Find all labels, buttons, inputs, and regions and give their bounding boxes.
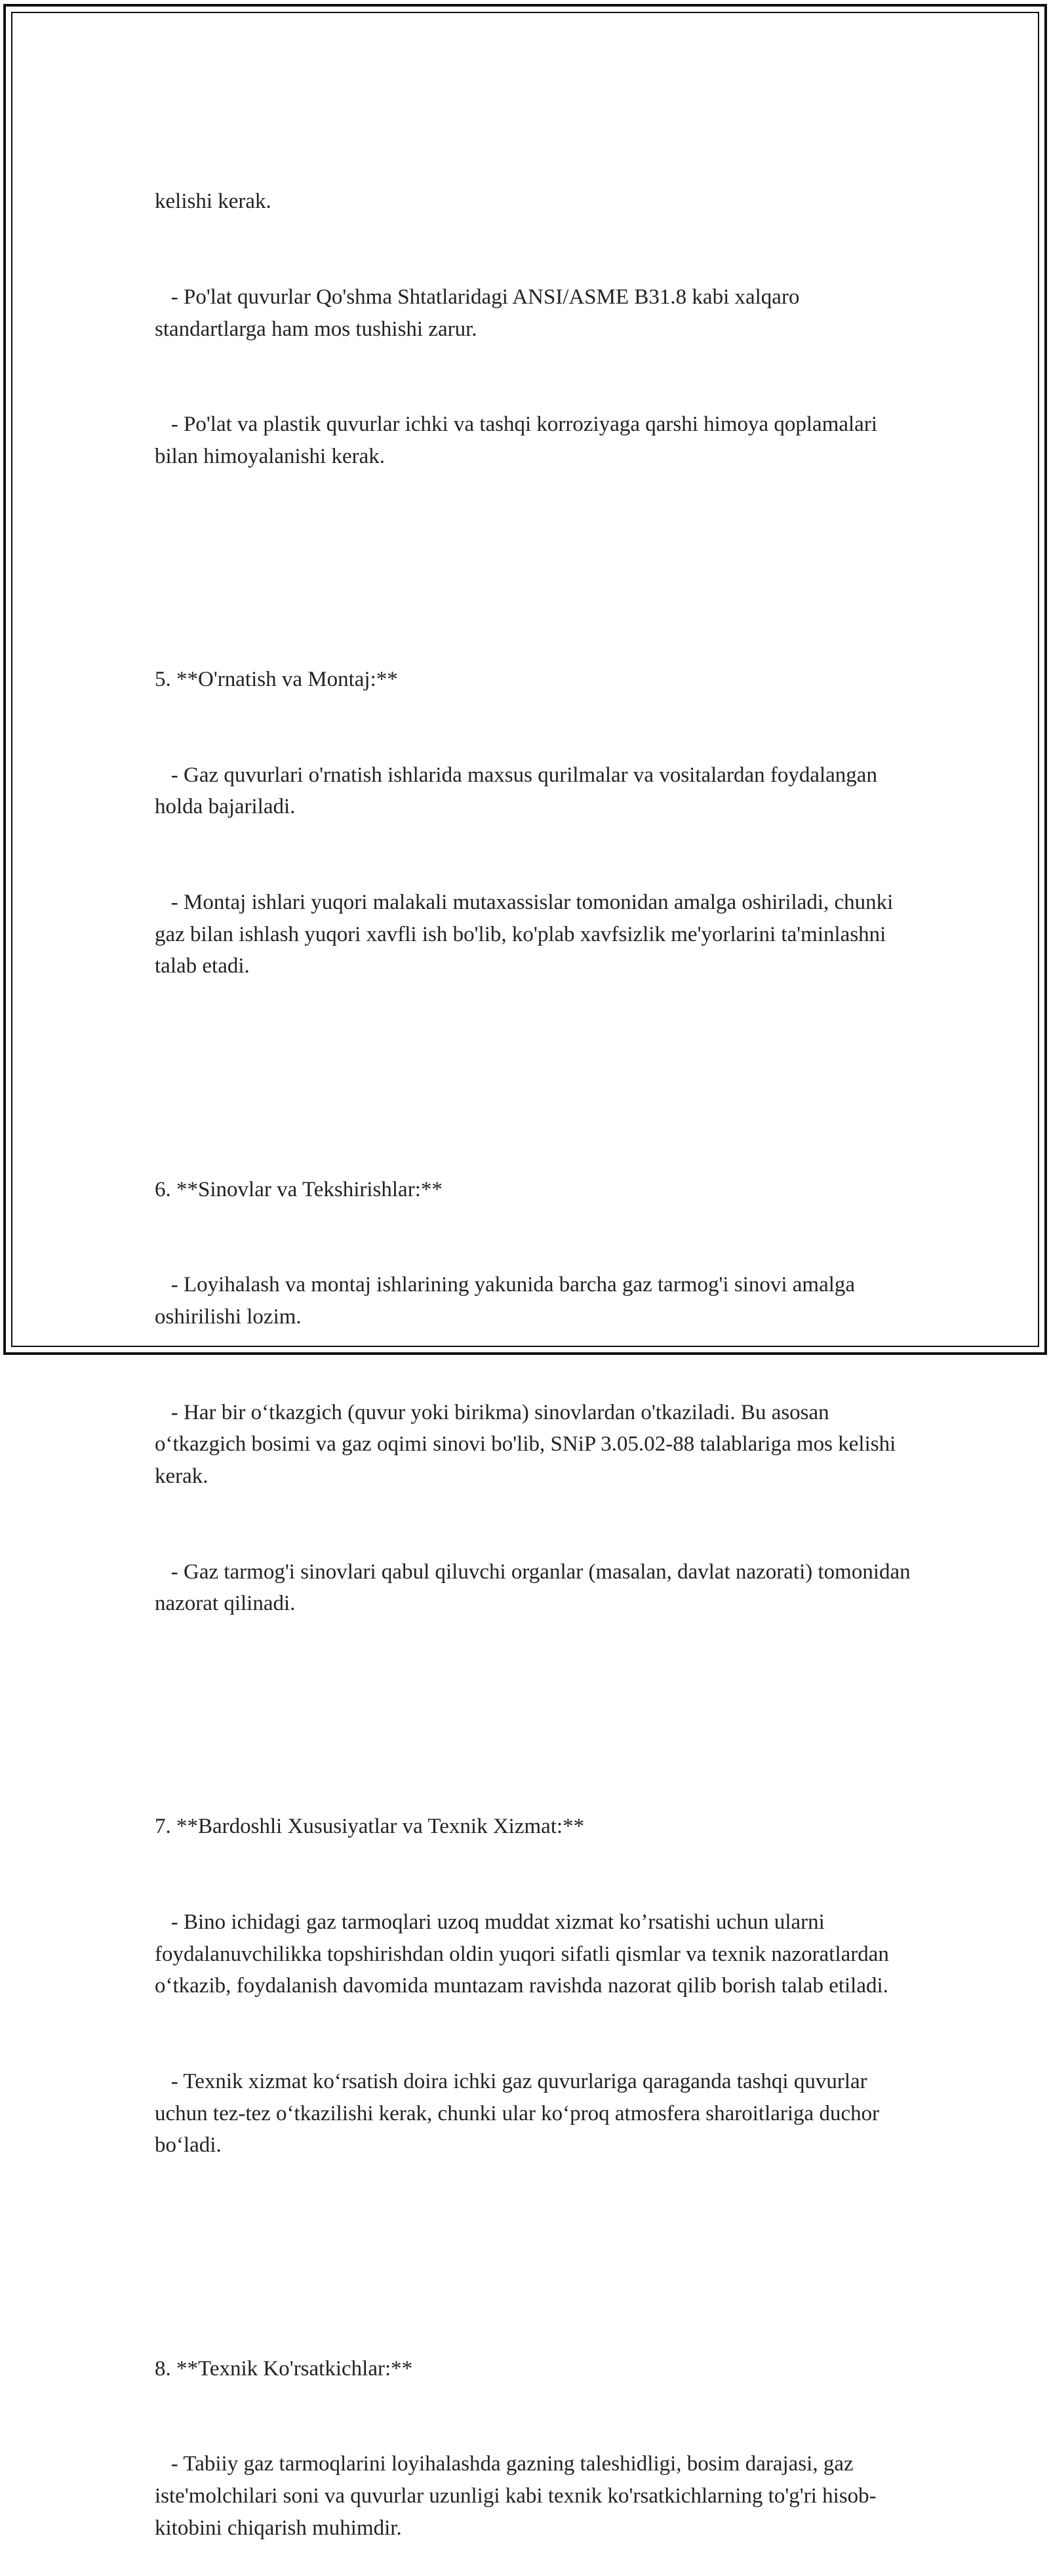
bullet-technical-indicators: - Tabiiy gaz tarmoqlarini loyihalashda gazning taleshidligi, bosim darajasi, gaz iste'molchilari soni va quvurlar uzunligi kabi texnik ko'rsatkichlarning to'g'ri hisob-kitobini chiqarish muhimdir. — [155, 2452, 877, 2540]
bullet-acceptance-control: - Gaz tarmog'i sinovlari qabul qiluvchi organlar (masalan, davlat nazorati) tomonidan nazorat qilinadi. — [155, 1560, 916, 1616]
bullet-installation-tools: - Gaz quvurlari o'rnatish ishlarida maxsus qurilmalar va vositalardan foydalangan holda bajariladi. — [155, 763, 883, 819]
section-heading-5: 5. **O'rnatish va Montaj:** — [155, 668, 398, 692]
section-heading-8: 8. **Texnik Ko'rsatkichlar:** — [155, 2356, 413, 2381]
paragraph-continuation: kelishi kerak. — [155, 190, 271, 214]
paragraph-gap — [155, 1046, 915, 1078]
bullet-durability: - Bino ichidagi gaz tarmoqlari uzoq muddat xizmat ko’rsatishi uchun ularni foydalanuvchilikka topshirishdan oldin yuqori sifatli qismlar va texnik nazoratlardan o‘tkazib, foydalanish davomida muntazam ravishda nazorat qilib borish talab etiladi. — [155, 1910, 895, 1998]
bullet-network-testing: - Loyihalash va montaj ishlarining yakunida barcha gaz tarmog'i sinovi amalga oshirilishi lozim. — [155, 1273, 861, 1329]
bullet-qualified-specialists: - Montaj ishlari yuqori malakali mutaxassislar tomonidan amalga oshiriladi, chunki gaz bilan ishlash yuqori xavfli ish bo'lib, ko'plab xavfsizlik me'yorlarini ta'minlashni talab etadi. — [155, 891, 899, 978]
bullet-corrosion-protection: - Po'lat va plastik quvurlar ichki va tashqi korroziyaga qarshi himoya qoplamalari bilan himoyalanishi kerak. — [155, 413, 883, 468]
section-heading-6: 6. **Sinovlar va Tekshirishlar:** — [155, 1177, 443, 1201]
bullet-maintenance-frequency: - Texnik xizmat ko‘rsatish doira ichki gaz quvurlariga qaraganda tashqi quvurlar uchun tez-tez o‘tkazilishi kerak, chunki ular ko‘proq atmosfera sharoitlariga duchor bo‘ladi. — [155, 2070, 885, 2158]
paragraph-gap — [155, 1683, 915, 1716]
paragraph-gap — [155, 2225, 915, 2257]
bullet-conductor-testing: - Har bir o‘tkazgich (quvur yoki birikma) sinovlardan o'tkaziladi. Bu asosan o‘tkazgich bosimi va gaz oqimi sinovi bo'lib, SNiP 3.05.02-88 talablariga mos kelishi kerak. — [155, 1400, 901, 1488]
document-body — [155, 122, 915, 2576]
section-heading-7: 7. **Bardoshli Xususiyatlar va Texnik Xizmat:** — [155, 1815, 585, 1839]
bullet-ansi-standard: - Po'lat quvurlar Qo'shma Shtatlaridagi ANSI/ASME B31.8 kabi xalqaro standartlarga ham mos tushishi zarur. — [155, 285, 805, 341]
paragraph-gap — [155, 536, 915, 569]
